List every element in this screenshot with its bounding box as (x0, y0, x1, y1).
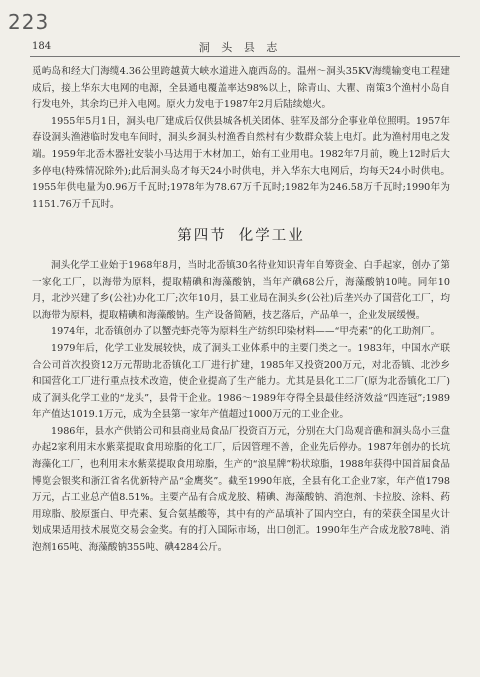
section-heading (32, 228, 450, 245)
handwritten-page-number: 223 (8, 10, 50, 34)
paragraph: 1979年后，化学工业发展较快，成了洞头工业体系中的主要门类之一。1983年，中国水产联合公司首次投资12万元帮助北岙镇化工厂进行扩建，1985年又投资200万元，对北岙镇、北沙乡和国营化工厂进行重点技术改造，使企业提高了生产能力。尤其是县化工二厂(原为北岙镇化工厂)成了洞头化学工业的“龙头”，县骨干企业。1986～1989年夺得全县最佳经济效益“四连冠”;1989年产值达1019.1万元，成为全县第一家年产值超过1000万元的工业企业。 (32, 342, 450, 421)
running-title: 洞 头 县 志 (198, 41, 282, 54)
section-label: 第四节 (177, 228, 227, 245)
paragraph: 1974年，北岙镇创办了以蟹壳虾壳等为原料生产纺织印染材料——“甲壳素”的化工助剂厂。 (51, 326, 441, 338)
paragraph: 1986年，县水产供销公司和县商业局食品厂投资百万元，分别在大门岛观音礁和洞头岛小三盘办起2家利用末水紫菜提取食用琼脂的化工厂，后因管理不善，企业先后停办。1987年创办的长坑海藻化工厂，也利用末水紫菜提取食用琼脂，生产的“浪星牌”粉状琼脂，1988年获得中国首届食品博览会银奖和浙江省名优新特产品“金鹰奖”。截至1990年底，全县有化工企业7家，年产值1798万元，占工业总产值8.51%。主要产品有合成龙胶、精碘、海藻酸钠、消泡剂、卡拉胶、涂料、药用琼脂、胶原蛋白、甲壳素、复合氨基酸等，其中有的产品填补了国内空白，有的荣获全国星火计划成果适用技术展览交易会金奖。有的打入国际市场，出口创汇。1990年生产合成龙胶78吨、消泡剂165吨、海藻酸钠355吨、碘4284公斤。 (32, 425, 450, 554)
section-title: 化学工业 (238, 228, 305, 245)
page-number: 184 (32, 41, 52, 52)
paragraph: 洞头化学工业始于1968年8月，当时北岙镇30名待业知识青年自筹资金、白手起家，创办了第一家化工厂，以海带为原料，提取精碘和海藻酸钠，当年产碘68公斤，海藻酸钠10吨。同年10月，北沙兴建了乡(公社)办化工厂;次年10月，县工业局在洞头乡(公社)后垄兴办了国营化工厂，均以海带为原料，提取精碘和海藻酸钠。生产设备简陋，技艺落后，产品单一，企业发展缓慢。 (32, 259, 450, 321)
paragraph: 觅屿岛和经大门海缆4.36公里跨越黄大峡水道进入鹿西岛的。温州～洞头35KV海缆输变电工程建成后，接上华东大电网的电源，全县通电覆盖率达98%以上，除青山、大瞿、南策3个渔村小岛自行发电外，其余均已并入电网。原火力发电于1987年2月后陆续熄火。 (32, 66, 450, 111)
header-rule (30, 56, 460, 57)
paragraph: 1955年5月1日，洞头电厂建成后仅供县城各机关团体、驻军及部分企事业单位照明。1957年春设洞头渔港临时发电车间时，洞头乡洞头村渔香自然村有少数群众装上电灯。此为渔村用电之发端。1959年北岙木器社安装小马达用于木材加工，始有工业用电。1982年7月前，晚上12时后大多停电(特殊情况除外);此后洞头岛才每天24小时供电，并入华东大电网后，均每天24小时供电。1955年供电量为0.96万千瓦时;1978年为78.67万千瓦时;1982年为246.58万千瓦时;1990年为1151.76万千瓦时。 (32, 115, 450, 210)
document-body (32, 64, 450, 557)
